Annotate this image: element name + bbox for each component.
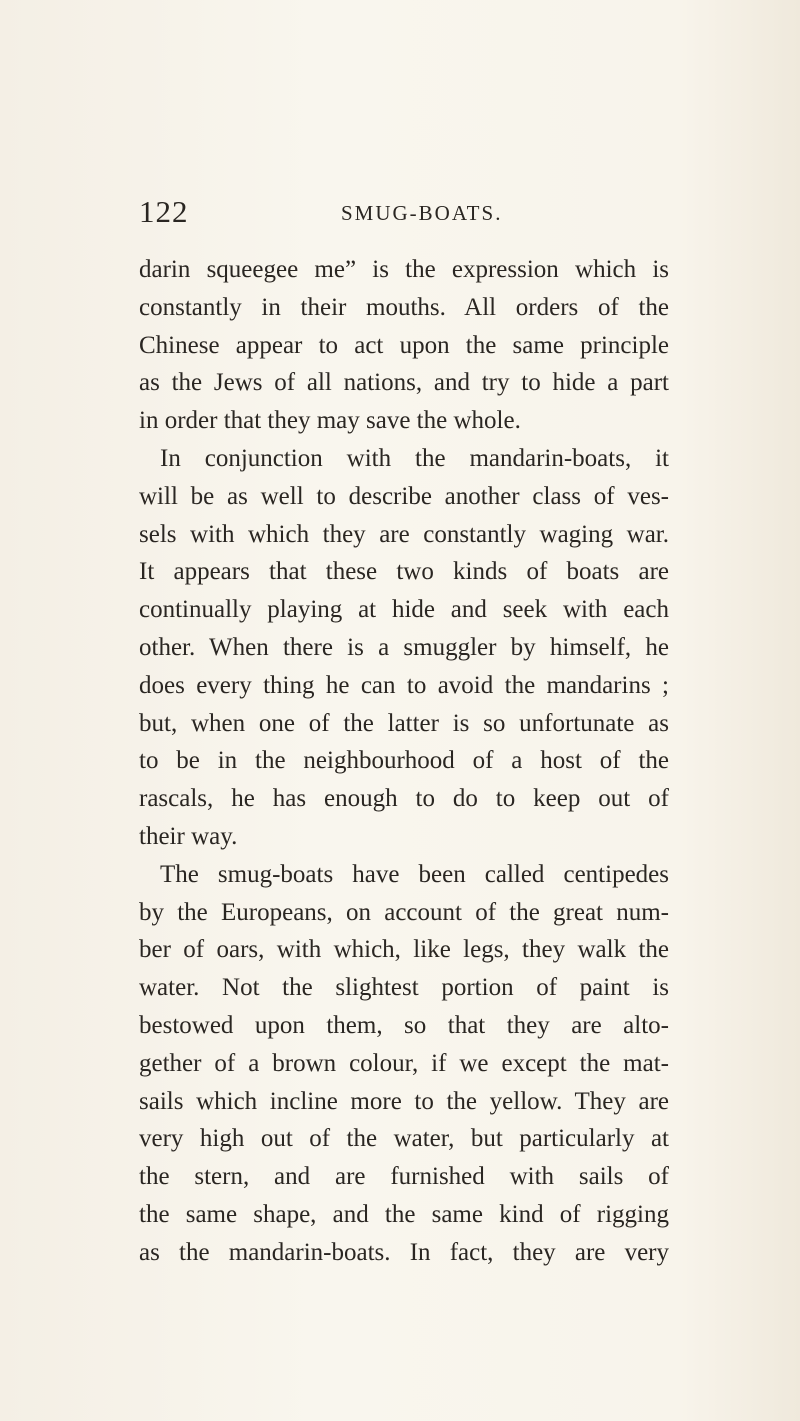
text-line: continually playing at hide and seek with each — [139, 596, 669, 624]
text-line: gether of a brown colour, if we except the mat- — [139, 1049, 669, 1077]
text-line: bestowed upon them, so that they are alto- — [139, 1011, 669, 1039]
text-line: other. When there is a smuggler by himself, he — [139, 633, 669, 661]
text-line: the same shape, and the same kind of rigging — [139, 1200, 669, 1228]
text-line: constantly in their mouths. All orders of the — [139, 293, 669, 321]
page-number: 122 — [139, 194, 189, 229]
text-line: by the Europeans, on account of the great num- — [139, 898, 669, 926]
running-head: SMUG-BOATS. — [341, 201, 503, 225]
page-header — [139, 192, 659, 232]
text-line: very high out of the water, but particularly at — [139, 1125, 669, 1153]
text-line: Chinese appear to act upon the same principle — [139, 331, 669, 359]
text-line: It appears that these two kinds of boats are — [139, 558, 669, 586]
text-line: in order that they may save the whole. — [139, 407, 521, 435]
text-line: In conjunction with the mandarin-boats, it — [160, 444, 669, 472]
text-line: will be as well to describe another class of ves- — [139, 482, 669, 510]
text-line: the stern, and are furnished with sails of — [139, 1163, 669, 1191]
text-line: darin squeegee me” is the expression which is — [139, 256, 669, 283]
text-line: The smug-boats have been called centipedes — [160, 860, 669, 888]
text-line: but, when one of the latter is so unfortunate as — [139, 709, 669, 737]
text-line: rascals, he has enough to do to keep out of — [139, 785, 669, 813]
text-line: as the Jews of all nations, and try to hide a part — [139, 369, 669, 397]
text-line: sails which incline more to the yellow. They are — [139, 1087, 669, 1115]
text-line: their way. — [139, 822, 238, 850]
text-line: water. Not the slightest portion of paint is — [139, 974, 669, 1002]
text-line: as the mandarin-boats. In fact, they are very — [139, 1238, 669, 1266]
text-line: to be in the neighbourhood of a host of the — [139, 747, 669, 775]
text-line: does every thing he can to avoid the mandarins ; — [139, 671, 669, 699]
text-line: ber of oars, with which, like legs, they walk the — [139, 936, 669, 964]
text-line: sels with which they are constantly waging war. — [139, 520, 669, 548]
body-text — [139, 251, 669, 1272]
